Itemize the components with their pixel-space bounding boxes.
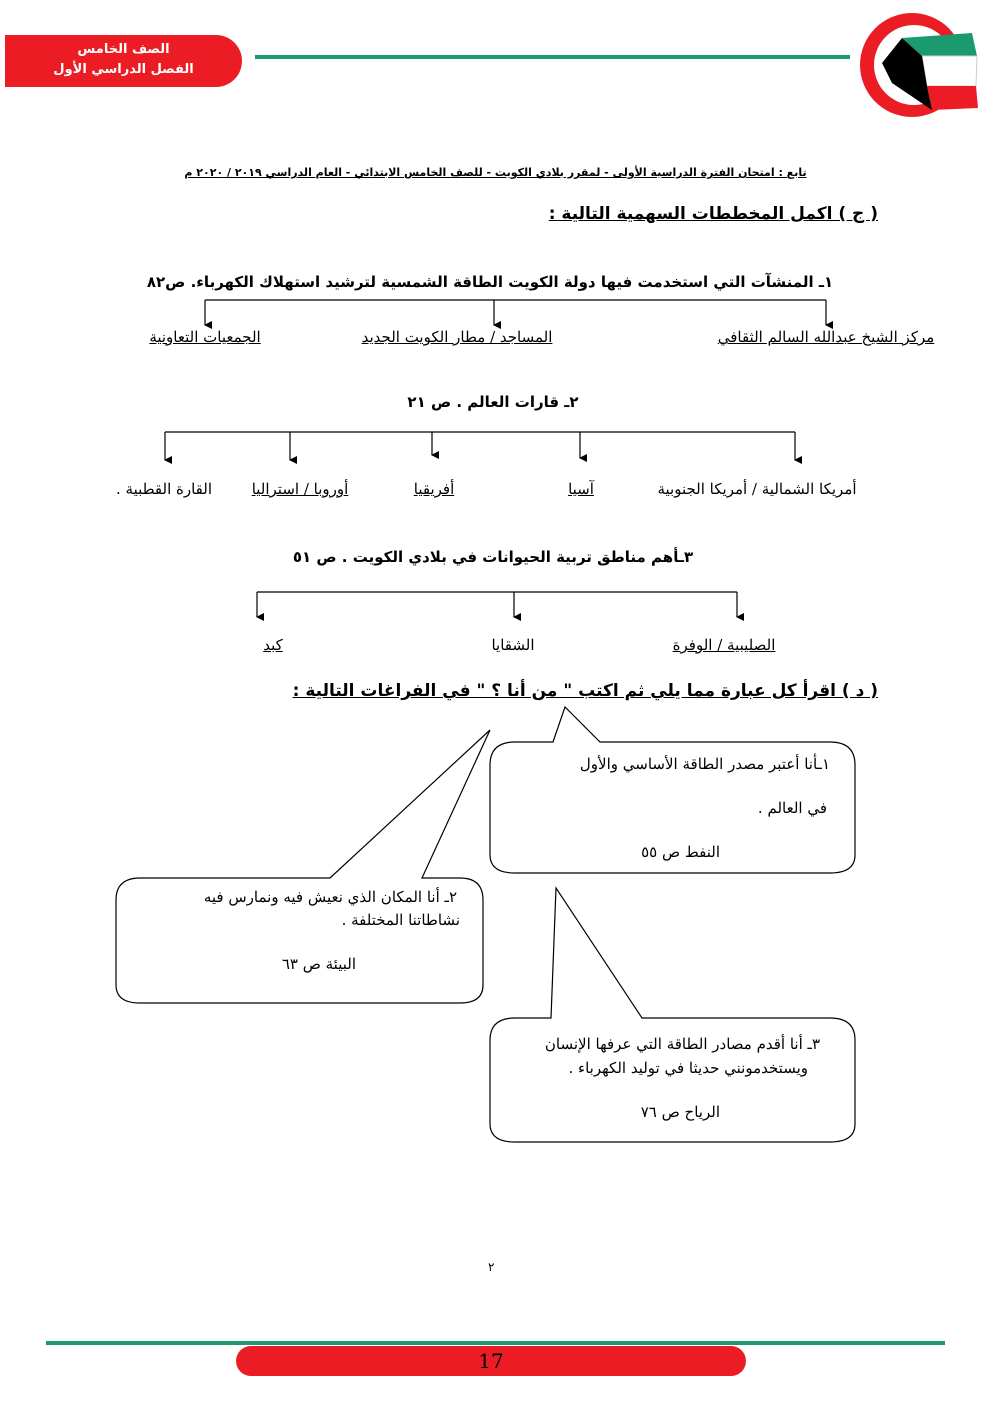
diagram-2-title: ٢ـ قارات العالم . ص ٢١ [407, 393, 579, 411]
diagram-2-answer: أمريكا الشمالية / أمريكا الجنوبية [657, 480, 857, 498]
diagram-2-answer: أوروبا / استراليا [251, 480, 349, 498]
section-d-heading: ( د ) اقرأ كل عبارة مما يلي ثم اكتب " من أنا ؟ " في الفراغات التالية : [292, 681, 878, 701]
bubble-3-answer: الرياح ص ٧٦ [640, 1103, 720, 1121]
page-number-pill [236, 1346, 746, 1376]
diagram-3-answer: الشقايا [491, 636, 535, 654]
exam-header: تابع : امتحان الفترة الدراسية الأولى - لمقرر بلادي الكويت - للصف الخامس الابتدائي - العام الدراسي ٢٠١٩ / ٢٠٢٠ م [184, 166, 807, 179]
diagram-1-answer: الجمعيات التعاونية [149, 328, 261, 346]
bubble-1-answer: النفط ص ٥٥ [641, 843, 720, 861]
diagram-2-answer: أفريقيا [413, 480, 455, 498]
bubble-1-statement: ١ـأنا أعتبر مصدر الطاقة الأساسي والأول [579, 755, 830, 773]
diagram-3-title: ٣ـأهم مناطق تربية الحيوانات في بلادي الكويت . ص ٥١ [292, 548, 694, 566]
diagram-1-answer: المساجد / مطار الكويت الجديد [361, 328, 553, 346]
bubble-2-statement: نشاطاتنا المختلفة . [341, 911, 460, 929]
diagram-2-answer: آسيا [568, 480, 594, 498]
bottom-divider [46, 1341, 945, 1345]
bubble-2-answer: البيئة ص ٦٣ [281, 955, 356, 973]
banner-grade: الصف الخامس [77, 42, 170, 57]
bubble-3-statement: ويستخدمونني حديثا في توليد الكهرباء . [568, 1059, 808, 1077]
diagram-2-answer: القارة القطبية . [115, 480, 213, 498]
bubble-3-statement: ٣ـ أنا أقدم مصادر الطاقة التي عرفها الإنسان [544, 1035, 820, 1053]
diagram-3-answer: كبد [263, 636, 283, 654]
diagram-1-answer: مركز الشيخ عبدالله السالم الثقافي [717, 328, 935, 346]
section-c-heading: ( ج ) اكمل المخططات السهمية التالية : [548, 204, 878, 224]
diagram-3-answer: الصليبية / الوفرة [672, 636, 776, 654]
diagram-1-title: ١ـ المنشآت التي استخدمت فيها دولة الكويت الطاقة الشمسية لترشيد استهلاك الكهرباء. ص٨٢ [146, 273, 834, 291]
page-number: 17 [478, 1349, 504, 1373]
bubble-1-statement: في العالم . [757, 799, 827, 817]
bubble-2-statement: ٢ـ أنا المكان الذي نعيش فيه ونمارس فيه [203, 888, 457, 906]
banner-term: الفصل الدراسي الأول [53, 62, 194, 77]
inner-page-number: ٢ [488, 1260, 495, 1274]
